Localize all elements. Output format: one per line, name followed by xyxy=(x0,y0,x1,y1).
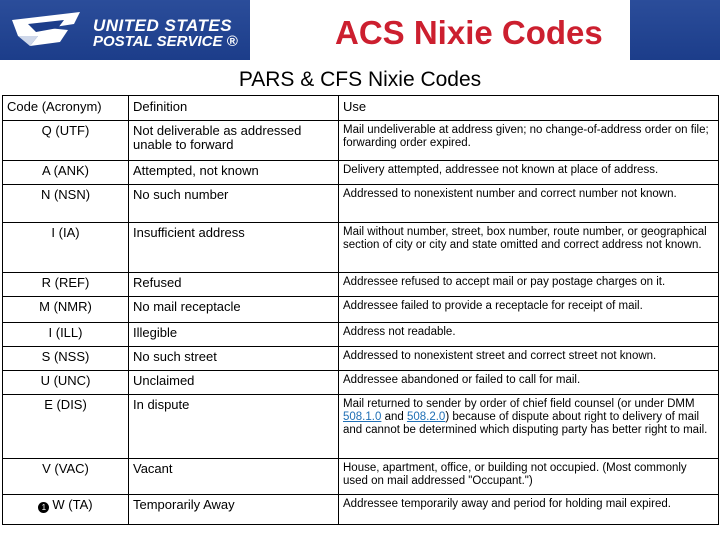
use-cell xyxy=(339,395,719,459)
logo-line2: POSTAL SERVICE ® xyxy=(93,33,238,50)
code-cell: S (NSS) xyxy=(3,347,129,371)
table-row xyxy=(3,273,719,297)
definition-cell: No such number xyxy=(129,185,339,223)
dmm-link-508-2-0[interactable]: 508.2.0 xyxy=(406,411,446,423)
logo-line1: UNITED STATES xyxy=(93,16,233,35)
use-cell: Addressed to nonexistent number and correct number not known. xyxy=(339,185,719,223)
header xyxy=(0,0,720,60)
definition-cell: Vacant xyxy=(129,459,339,495)
use-cell: Addressee failed to provide a receptacle for receipt of mail. xyxy=(339,297,719,323)
table-row xyxy=(3,161,719,185)
definition-cell: No mail receptacle xyxy=(129,297,339,323)
definition-cell: Illegible xyxy=(129,323,339,347)
table-row xyxy=(3,371,719,395)
dmm-link-508-1-0[interactable]: 508.1.0 xyxy=(343,411,382,423)
code-cell: I (IA) xyxy=(3,223,129,273)
table-row xyxy=(3,297,719,323)
table-row xyxy=(3,495,719,525)
code-cell: V (VAC) xyxy=(3,459,129,495)
use-cell: Addressee temporarily away and period for holding mail expired. xyxy=(339,495,719,525)
header-use: Use xyxy=(339,96,719,121)
definition-cell: Temporarily Away xyxy=(129,495,339,525)
use-cell: Mail undeliverable at address given; no change-of-address order on file; forwarding order expired. xyxy=(339,121,719,161)
use-cell: Addressee refused to accept mail or pay postage charges on it. xyxy=(339,273,719,297)
table-row xyxy=(3,459,719,495)
code-cell: A (ANK) xyxy=(3,161,129,185)
page-title: ACS Nixie Codes xyxy=(335,14,603,51)
eagle-icon xyxy=(8,6,88,52)
code-cell: I (ILL) xyxy=(3,323,129,347)
code-cell xyxy=(3,495,129,525)
definition-cell: In dispute xyxy=(129,395,339,459)
table-header-row xyxy=(3,96,719,121)
use-text: and xyxy=(381,411,407,423)
table-row xyxy=(3,395,719,459)
code-cell: M (NMR) xyxy=(3,297,129,323)
header-definition: Definition xyxy=(129,96,339,121)
table-row xyxy=(3,121,719,161)
definition-cell: Attempted, not known xyxy=(129,161,339,185)
use-cell: Delivery attempted, addressee not known at place of address. xyxy=(339,161,719,185)
use-text: Mail returned to sender by order of chief field counsel (or under DMM xyxy=(343,398,695,410)
code-cell: N (NSN) xyxy=(3,185,129,223)
code-cell: Q (UTF) xyxy=(3,121,129,161)
code-cell: E (DIS) xyxy=(3,395,129,459)
nixie-codes-table xyxy=(2,95,719,525)
usps-logo xyxy=(8,6,248,54)
definition-cell: No such street xyxy=(129,347,339,371)
use-cell: Address not readable. xyxy=(339,323,719,347)
use-cell: House, apartment, office, or building not occupied. (Most commonly used on mail addressed "Occupant.") xyxy=(339,459,719,495)
code-text: W (TA) xyxy=(52,497,93,512)
code-cell: U (UNC) xyxy=(3,371,129,395)
use-cell: Mail without number, street, box number, route number, or geographical section of city or city and state omitted and correct address not known. xyxy=(339,223,719,273)
use-cell: Addressee abandoned or failed to call for mail. xyxy=(339,371,719,395)
definition-cell: Unclaimed xyxy=(129,371,339,395)
use-text: ) because of dispute about right to delivery of mail and cannot be determined which disputing party has better right to mail. xyxy=(343,411,708,436)
table-row xyxy=(3,347,719,371)
header-code: Code (Acronym) xyxy=(3,96,129,121)
definition-cell: Insufficient address xyxy=(129,223,339,273)
table-row xyxy=(3,185,719,223)
subtitle: PARS & CFS Nixie Codes xyxy=(238,68,482,91)
numbered-bullet-icon: 1 xyxy=(38,502,49,513)
definition-cell: Refused xyxy=(129,273,339,297)
use-cell: Addressed to nonexistent street and correct street not known. xyxy=(339,347,719,371)
table-row xyxy=(3,323,719,347)
definition-cell: Not deliverable as addressed unable to forward xyxy=(129,121,339,161)
table-row xyxy=(3,223,719,273)
code-cell: R (REF) xyxy=(3,273,129,297)
